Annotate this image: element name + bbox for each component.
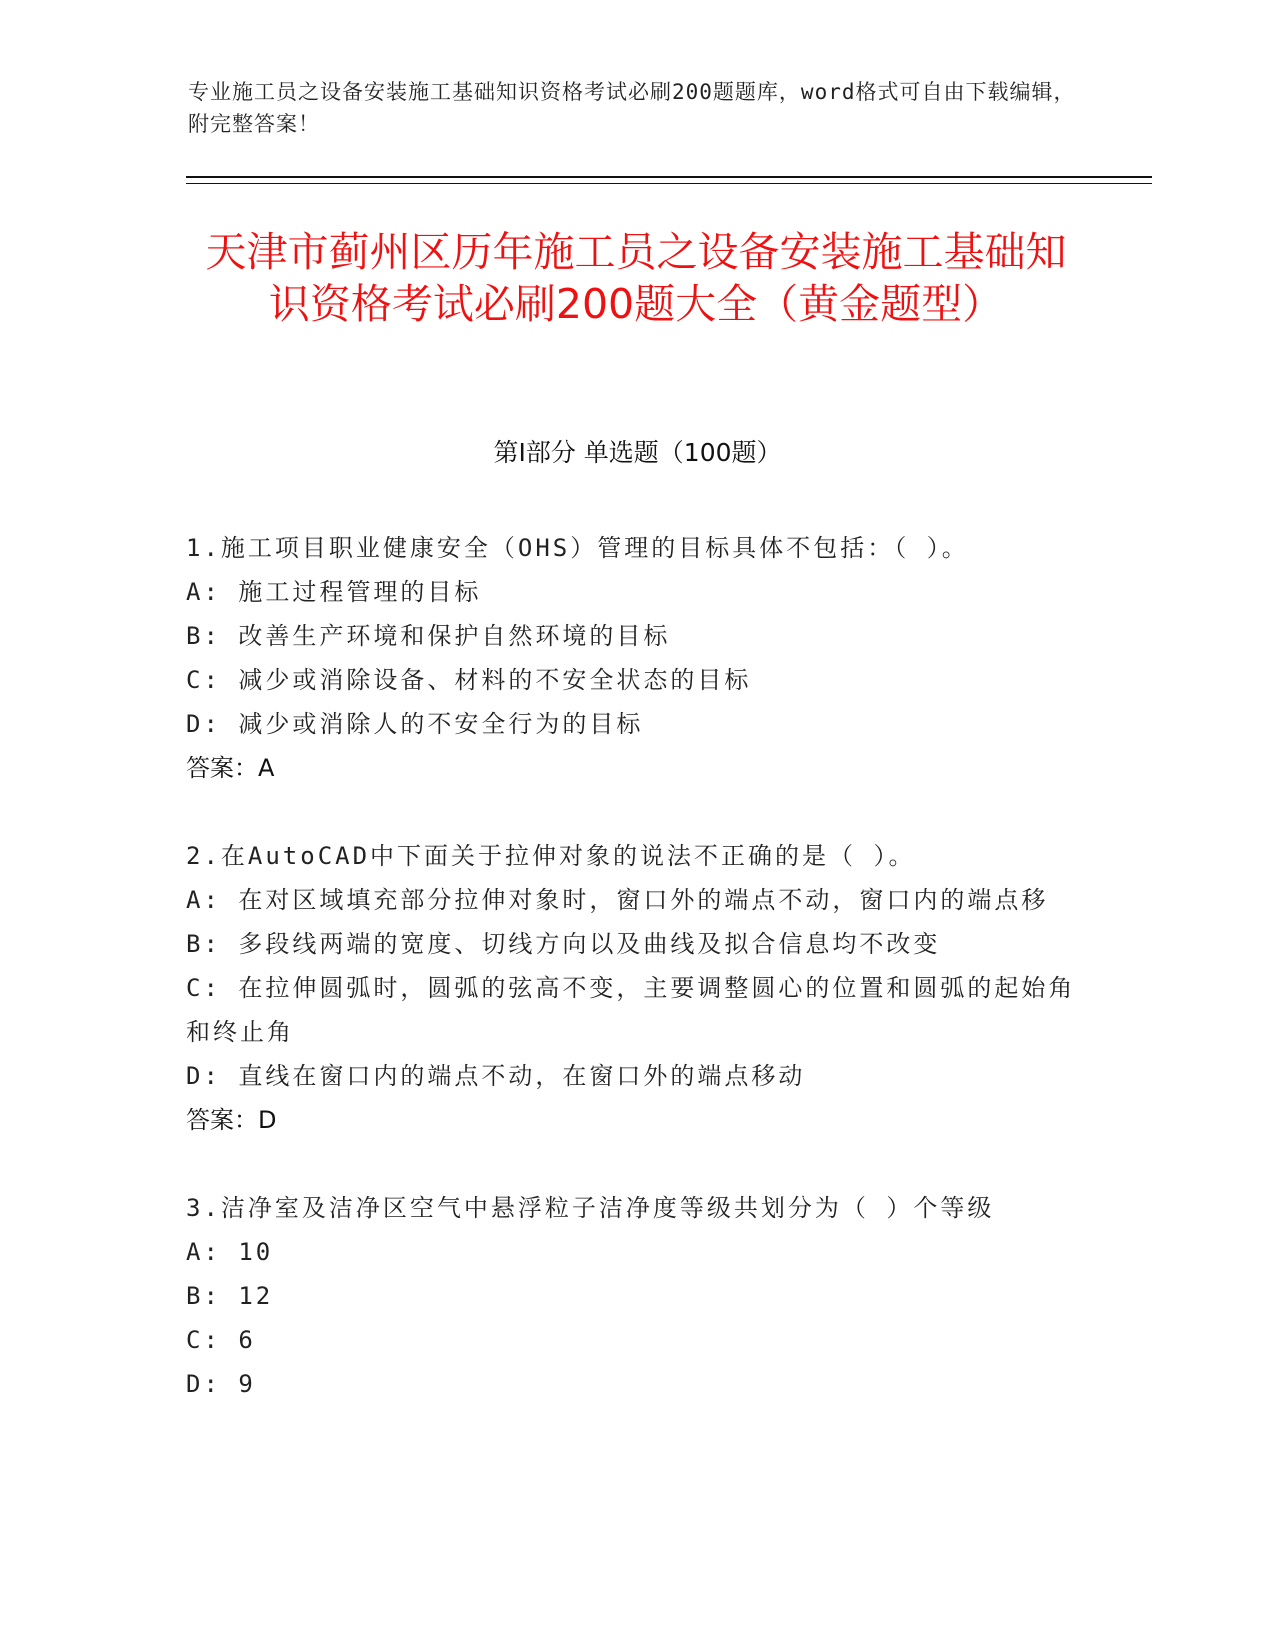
question-1 [186, 526, 1086, 790]
question-stem: 2.在AutoCAD中下面关于拉伸对象的说法不正确的是（ ）。 [186, 842, 916, 870]
header-note: 专业施工员之设备安装施工基础知识资格考试必刷200题题库，word格式可自由下载编辑，附完整答案！ [188, 80, 1076, 136]
option-c: C: 减少或消除设备、材料的不安全状态的目标 [186, 666, 752, 694]
option-c: C: 6 [186, 1326, 256, 1354]
question-stem: 3.洁净室及洁净区空气中悬浮粒子洁净度等级共划分为（ ）个等级 [186, 1194, 995, 1222]
option-d: D: 直线在窗口内的端点不动，在窗口外的端点移动 [186, 1062, 806, 1090]
answer-label: 答案：A [186, 754, 275, 782]
question-stem: 1.施工项目职业健康安全（OHS）管理的目标具体不包括：（ ）。 [186, 534, 969, 562]
option-a: A: 10 [186, 1238, 274, 1266]
option-b: B: 改善生产环境和保护自然环境的目标 [186, 622, 671, 650]
option-d: D: 9 [186, 1370, 256, 1398]
question-2 [186, 834, 1086, 1142]
question-3 [186, 1186, 1086, 1406]
question-list [186, 526, 1086, 1450]
answer-label: 答案：D [186, 1106, 277, 1134]
document-title: 天津市蓟州区历年施工员之设备安装施工基础知识资格考试必刷200题大全（黄金题型） [205, 228, 1067, 328]
option-c: C: 在拉伸圆弧时，圆弧的弦高不变，主要调整圆心的位置和圆弧的起始角和终止角 [186, 974, 1076, 1046]
option-a: A: 施工过程管理的目标 [186, 578, 482, 606]
option-a: A: 在对区域填充部分拉伸对象时，窗口外的端点不动，窗口内的端点移 [186, 886, 1049, 914]
option-b: B: 多段线两端的宽度、切线方向以及曲线及拟合信息均不改变 [186, 930, 941, 958]
header-divider-thick [186, 176, 1152, 178]
section-heading: 第Ⅰ部分 单选题（100题） [493, 438, 782, 467]
header-divider-thin [186, 183, 1152, 184]
option-d: D: 减少或消除人的不安全行为的目标 [186, 710, 644, 738]
option-b: B: 12 [186, 1282, 274, 1310]
